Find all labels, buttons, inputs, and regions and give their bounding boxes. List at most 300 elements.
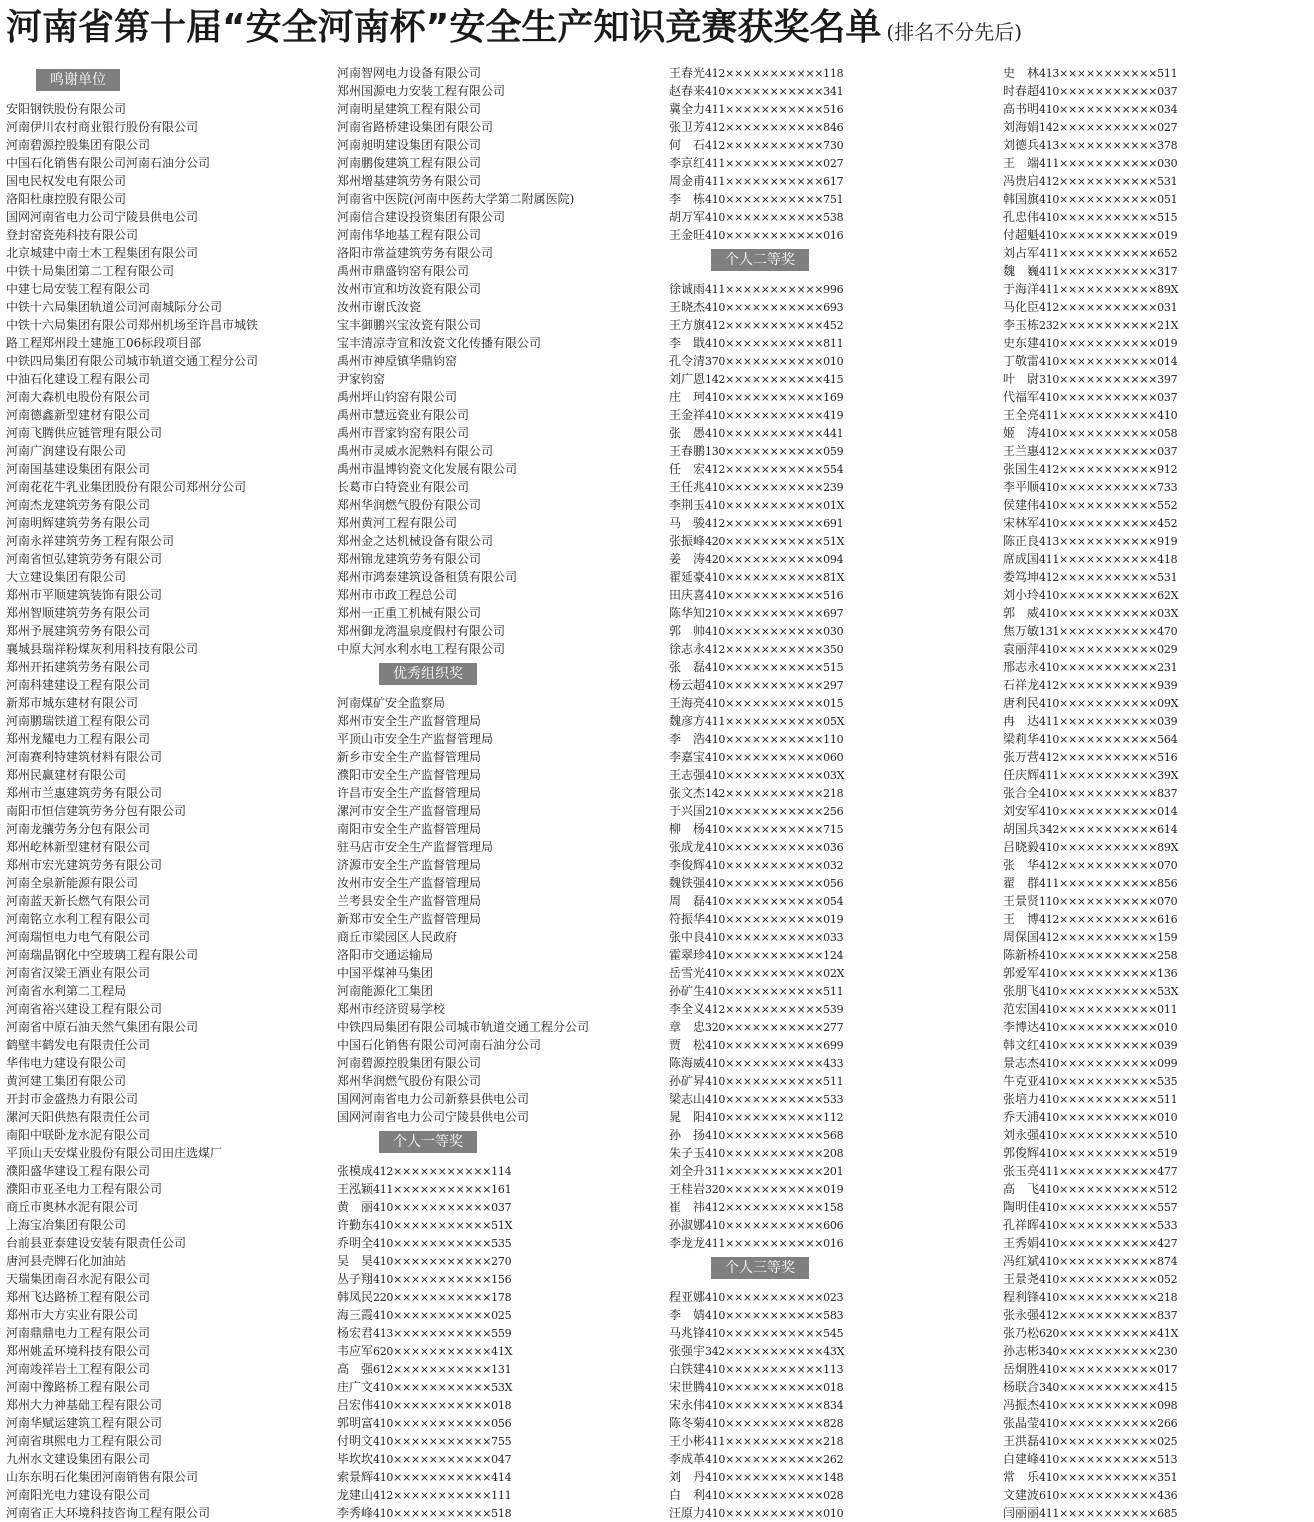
winner-item — [669, 604, 991, 622]
winner-name: 郭帅 — [669, 624, 705, 638]
winner-name: 章忠 — [669, 1020, 705, 1034]
winner-id-number: 410×××××××××××019 — [1039, 229, 1178, 242]
winner-name: 田庆喜 — [669, 588, 706, 602]
winner-item — [1003, 838, 1308, 856]
winner-name: 张成龙 — [669, 840, 706, 854]
winner-id-number: 210×××××××××××697 — [705, 607, 844, 620]
winner-id-number: 410×××××××××××047 — [373, 1453, 512, 1466]
winner-item — [669, 1180, 991, 1198]
winner-id-number: 410×××××××××××037 — [1039, 391, 1178, 404]
organization-item: 濮阳市安全生产监督管理局 — [337, 768, 482, 782]
winner-id-number: 412×××××××××××158 — [705, 1201, 844, 1214]
winner-name: 唐利民 — [1003, 696, 1040, 710]
winner-item — [1003, 676, 1308, 694]
winner-name: 岳雪光 — [669, 966, 706, 980]
organization-item: 河南碧源控股集团有限公司 — [337, 1056, 482, 1070]
winner-item — [1003, 1486, 1308, 1504]
winner-id-number: 411×××××××××××027 — [705, 157, 844, 170]
organization-item: 郑州大力神基础工程有限公司 — [6, 1398, 163, 1412]
winner-name: 张中良 — [669, 930, 706, 944]
winner-item — [669, 1234, 991, 1252]
winner-id-number: 410×××××××××××098 — [1039, 1399, 1178, 1412]
winner-id-number: 412×××××××××××111 — [373, 1489, 512, 1502]
winner-item — [1003, 622, 1308, 640]
organization-item: 河南铭立水利工程有限公司 — [6, 912, 151, 926]
winner-name: 梁莉华 — [1003, 732, 1040, 746]
winner-name: 陈新桥 — [1003, 948, 1040, 962]
organization-item: 尹家钧窑 — [337, 372, 386, 386]
winner-item — [1003, 1504, 1308, 1522]
winner-item — [1003, 1090, 1308, 1108]
winner-name: 李玉栋 — [1003, 318, 1040, 332]
winner-item — [669, 1504, 991, 1522]
organization-item: 唐河县壳牌石化加油站 — [6, 1254, 127, 1268]
winner-item — [669, 532, 991, 550]
organization-item: 兰考县安全生产监督管理局 — [337, 894, 482, 908]
winner-item — [337, 1180, 659, 1198]
winner-name: 郭俊辉 — [1003, 1146, 1040, 1160]
winner-item — [1003, 1270, 1308, 1288]
winner-item — [1003, 1216, 1308, 1234]
winner-item — [1003, 748, 1308, 766]
section-header-row — [6, 64, 324, 100]
winner-id-number: 340×××××××××××230 — [1039, 1345, 1178, 1358]
winner-item — [669, 118, 991, 136]
organization-item: 禹州市灵威水泥熟料有限公司 — [337, 444, 494, 458]
winner-id-number: 410×××××××××××019 — [705, 913, 844, 926]
winner-id-number: 412×××××××××××118 — [705, 67, 844, 80]
winner-id-number: 410×××××××××××136 — [1039, 967, 1178, 980]
winner-item — [337, 1252, 659, 1270]
winner-id-number: 410×××××××××××341 — [705, 85, 844, 98]
winner-name: 白利 — [669, 1488, 705, 1502]
organization-item: 洛阳市交通运输局 — [337, 948, 434, 962]
winner-id-number: 410×××××××××××112 — [705, 1111, 844, 1124]
winner-item — [669, 64, 991, 82]
winner-name: 石祥龙 — [1003, 678, 1040, 692]
winner-name: 张文杰 — [669, 786, 706, 800]
winner-item — [337, 1198, 659, 1216]
winner-id-number: 410×××××××××××699 — [705, 1039, 844, 1052]
organization-item: 郑州市宏光建筑劳务有限公司 — [6, 858, 163, 872]
winner-item — [1003, 1198, 1308, 1216]
winner-name: 王博 — [1003, 912, 1039, 926]
winner-name: 何石 — [669, 138, 705, 152]
winner-name: 柳杨 — [669, 822, 705, 836]
winner-item — [337, 1324, 659, 1342]
organization-item: 河南杰龙建筑劳务有限公司 — [6, 498, 151, 512]
winner-name: 霍翠珍 — [669, 948, 706, 962]
winner-item — [1003, 550, 1308, 568]
winner-name: 任宏 — [669, 462, 705, 476]
winner-item — [1003, 784, 1308, 802]
winner-id-number: 410×××××××××××266 — [1039, 1417, 1178, 1430]
winner-name: 白铁建 — [669, 1362, 706, 1376]
winner-name: 文建波 — [1003, 1488, 1040, 1502]
winner-item — [669, 568, 991, 586]
winner-id-number: 410×××××××××××011 — [1039, 1003, 1178, 1016]
winner-item — [1003, 334, 1308, 352]
organization-item: 河南省路桥建设集团有限公司 — [337, 120, 494, 134]
winner-item — [669, 460, 991, 478]
winner-item — [669, 82, 991, 100]
winner-id-number: 410×××××××××××258 — [1039, 949, 1178, 962]
winner-id-number: 410×××××××××××056 — [705, 877, 844, 890]
winner-id-number: 220×××××××××××178 — [373, 1291, 512, 1304]
winner-name: 吴昊 — [337, 1254, 373, 1268]
winner-id-number: 412×××××××××××531 — [1039, 175, 1178, 188]
organization-item: 国电民权发电有限公司 — [6, 174, 127, 188]
winner-name: 王兰惠 — [1003, 444, 1040, 458]
winner-id-number: 232×××××××××××21X — [1039, 319, 1179, 332]
winner-item — [669, 406, 991, 424]
winner-item — [669, 1414, 991, 1432]
winner-name: 贾松 — [669, 1038, 705, 1052]
winner-name: 代福军 — [1003, 390, 1040, 404]
winner-id-number: 412×××××××××××691 — [705, 517, 844, 530]
winner-item — [337, 1486, 659, 1504]
winner-item — [669, 1378, 991, 1396]
section-header-row — [337, 658, 659, 694]
winner-item — [1003, 460, 1308, 478]
winner-item — [669, 712, 991, 730]
winner-id-number: 411×××××××××××516 — [705, 103, 844, 116]
winner-item — [1003, 442, 1308, 460]
winner-id-number: 620×××××××××××41X — [373, 1345, 513, 1358]
organization-item: 河南省汉梁王酒业有限公司 — [6, 966, 151, 980]
organization-item: 中国石化销售有限公司河南石油分公司 — [6, 156, 211, 170]
column-2 — [337, 64, 659, 1522]
section-header-row — [669, 244, 991, 280]
winner-name: 毕坎坎 — [337, 1452, 374, 1466]
organization-item: 中铁十局集团第二工程有限公司 — [6, 264, 175, 278]
winner-name: 李嘉宝 — [669, 750, 706, 764]
winner-name: 丛子翔 — [337, 1272, 374, 1286]
winner-id-number: 410×××××××××××262 — [705, 1453, 844, 1466]
winner-name: 李龙龙 — [669, 1236, 706, 1250]
organization-item: 河南伟华地基工程有限公司 — [337, 228, 482, 242]
organization-item: 郑州一正重工机械有限公司 — [337, 606, 482, 620]
winner-item — [1003, 1252, 1308, 1270]
winner-name: 张晶莹 — [1003, 1416, 1040, 1430]
winner-id-number: 411×××××××××××996 — [705, 283, 844, 296]
winner-name: 张振峰 — [669, 534, 706, 548]
winner-name: 闫丽丽 — [1003, 1506, 1040, 1520]
winner-name: 李浩 — [669, 732, 705, 746]
organization-item: 商丘市奥林水泥有限公司 — [6, 1200, 139, 1214]
winner-id-number: 410×××××××××××511 — [705, 985, 844, 998]
winner-id-number: 410×××××××××××351 — [1039, 1471, 1178, 1484]
winner-name: 胡万军 — [669, 210, 706, 224]
organization-item: 濮阳盛华建设工程有限公司 — [6, 1164, 151, 1178]
organization-item: 河南花花牛乳业集团股份有限公司郑州分公司 — [6, 480, 247, 494]
winner-id-number: 410×××××××××××533 — [705, 1093, 844, 1106]
winner-name: 韩国旗 — [1003, 192, 1040, 206]
organization-item: 南阳市恒信建筑劳务分包有限公司 — [6, 804, 187, 818]
winner-name: 李京红 — [669, 156, 706, 170]
winner-item — [669, 640, 991, 658]
organization-item: 汝州市安全生产监督管理局 — [337, 876, 482, 890]
organization-item: 济源市安全生产监督管理局 — [337, 858, 482, 872]
winner-id-number: 410×××××××××××019 — [1039, 337, 1178, 350]
winner-id-number: 411×××××××××××161 — [373, 1183, 512, 1196]
winner-name: 张华 — [1003, 858, 1039, 872]
winner-item — [1003, 280, 1308, 298]
winner-item — [669, 910, 991, 928]
winner-id-number: 410×××××××××××023 — [705, 1291, 844, 1304]
winner-name: 常乐 — [1003, 1470, 1039, 1484]
winner-name: 马化臣 — [1003, 300, 1040, 314]
winner-name: 王洪磊 — [1003, 1434, 1040, 1448]
winner-id-number: 410×××××××××××032 — [705, 859, 844, 872]
organization-item: 郑州金之达机械设备有限公司 — [337, 534, 494, 548]
winner-id-number: 320×××××××××××277 — [705, 1021, 844, 1034]
winner-id-number: 411×××××××××××016 — [705, 1237, 844, 1250]
page-title: 河南省第十届“安全河南杯”安全生产知识竞赛获奖名单 — [6, 7, 882, 48]
winner-id-number: 410×××××××××××512 — [1039, 1183, 1178, 1196]
winner-name: 张卫芳 — [669, 120, 706, 134]
winner-item — [1003, 1342, 1308, 1360]
organization-item: 郑州华润燃气股份有限公司 — [337, 498, 482, 512]
organization-item: 禹州市温博钧瓷文化发展有限公司 — [337, 462, 518, 476]
column-4 — [1003, 64, 1308, 1522]
organization-item: 河南国基建设集团有限公司 — [6, 462, 151, 476]
winner-item — [1003, 1468, 1308, 1486]
winner-name: 张朋飞 — [1003, 984, 1040, 998]
winner-item — [1003, 424, 1308, 442]
organization-item: 禹州市慧远瓷业有限公司 — [337, 408, 470, 422]
winner-name: 陶明佳 — [1003, 1200, 1040, 1214]
winner-item — [1003, 1036, 1308, 1054]
winner-item — [669, 424, 991, 442]
winner-name: 刘丹 — [669, 1470, 705, 1484]
winner-name: 白建峰 — [1003, 1452, 1040, 1466]
winner-id-number: 411×××××××××××030 — [1039, 157, 1178, 170]
winner-item — [669, 856, 991, 874]
winner-name: 孔令清 — [669, 354, 706, 368]
organization-item: 河南赛利特建筑材料有限公司 — [6, 750, 163, 764]
winner-name: 孙志彬 — [1003, 1344, 1040, 1358]
winner-item — [669, 334, 991, 352]
winner-id-number: 410×××××××××××414 — [373, 1471, 512, 1484]
page-title-block — [6, 4, 1310, 56]
organization-item: 郑州屹林新型建材有限公司 — [6, 840, 151, 854]
winner-name: 王海亮 — [669, 696, 706, 710]
winner-item — [1003, 802, 1308, 820]
winner-id-number: 410×××××××××××452 — [1039, 517, 1178, 530]
organization-item: 南阳中联卧龙水泥有限公司 — [6, 1128, 151, 1142]
organization-item: 郑州市大方实业有限公司 — [6, 1308, 139, 1322]
winner-item — [1003, 1234, 1308, 1252]
winner-item — [669, 838, 991, 856]
winner-item — [1003, 730, 1308, 748]
winner-item — [669, 1090, 991, 1108]
winner-item — [669, 1108, 991, 1126]
organization-item: 郑州增基建筑劳务有限公司 — [337, 174, 482, 188]
winner-id-number: 410×××××××××××029 — [1039, 643, 1178, 656]
winner-id-number: 420×××××××××××094 — [705, 553, 844, 566]
organization-item: 河南鹏俊建筑工程有限公司 — [337, 156, 482, 170]
winner-id-number: 410×××××××××××81X — [705, 571, 845, 584]
winner-item — [1003, 1162, 1308, 1180]
organization-item: 南阳市安全生产监督管理局 — [337, 822, 482, 836]
organization-item: 宝丰御鹏兴宝汝瓷有限公司 — [337, 318, 482, 332]
section-header: 个人二等奖 — [711, 249, 809, 271]
organization-item: 河南伊川农村商业银行股份有限公司 — [6, 120, 199, 134]
winner-name: 乔天浦 — [1003, 1110, 1040, 1124]
organization-item: 宝丰清凉寺宣和汝瓷文化传播有限公司 — [337, 336, 542, 350]
organization-item: 鹤壁丰鹤发电有限责任公司 — [6, 1038, 151, 1052]
organization-item: 禹州市鼎盛钧窑有限公司 — [337, 264, 470, 278]
winner-id-number: 410×××××××××××516 — [705, 589, 844, 602]
winner-item — [1003, 154, 1308, 172]
organization-item: 河南智网电力设备有限公司 — [337, 66, 482, 80]
winner-id-number: 410×××××××××××208 — [705, 1147, 844, 1160]
organization-item: 河南科建建设工程有限公司 — [6, 678, 151, 692]
column-3 — [669, 64, 991, 1522]
winner-id-number: 412×××××××××××554 — [705, 463, 844, 476]
winner-item — [1003, 946, 1308, 964]
winner-name: 吕宏伟 — [337, 1398, 374, 1412]
organization-item: 河南蓝天新长燃气有限公司 — [6, 894, 151, 908]
winner-id-number: 412×××××××××××350 — [705, 643, 844, 656]
winner-id-number: 410×××××××××××755 — [373, 1435, 512, 1448]
winner-name: 张磊 — [669, 660, 705, 674]
winner-item — [1003, 316, 1308, 334]
section-header-row — [337, 1126, 659, 1162]
winner-item — [1003, 874, 1308, 892]
winner-item — [669, 280, 991, 298]
winner-id-number: 412×××××××××××939 — [1039, 679, 1178, 692]
winner-id-number: 410×××××××××××014 — [1039, 355, 1178, 368]
winner-name: 吕晓毅 — [1003, 840, 1040, 854]
winner-item — [1003, 856, 1308, 874]
winner-id-number: 410×××××××××××02X — [705, 967, 845, 980]
winner-id-number: 310×××××××××××397 — [1039, 373, 1178, 386]
winner-id-number: 412×××××××××××837 — [1039, 1309, 1178, 1322]
winner-id-number: 410×××××××××××025 — [1039, 1435, 1178, 1448]
winner-id-number: 410×××××××××××606 — [705, 1219, 844, 1232]
winner-id-number: 411×××××××××××89X — [1039, 283, 1179, 296]
winner-item — [669, 928, 991, 946]
organization-item: 郑州华润燃气股份有限公司 — [337, 1074, 482, 1088]
winner-name: 刘广恩 — [669, 372, 706, 386]
winner-id-number: 410×××××××××××148 — [705, 1471, 844, 1484]
organization-item: 洛阳市常益建筑劳务有限公司 — [337, 246, 494, 260]
winner-name: 叶尉 — [1003, 372, 1039, 386]
winner-item — [669, 1342, 991, 1360]
winner-id-number: 410×××××××××××433 — [705, 1057, 844, 1070]
winner-id-number: 410×××××××××××156 — [373, 1273, 512, 1286]
winner-id-number: 411×××××××××××418 — [1039, 553, 1178, 566]
organization-item: 郑州开拓建筑劳务有限公司 — [6, 660, 151, 674]
winner-id-number: 410×××××××××××583 — [705, 1309, 844, 1322]
winner-id-number: 412×××××××××××531 — [1039, 571, 1178, 584]
winner-item — [1003, 370, 1308, 388]
winner-name: 魏彦方 — [669, 714, 706, 728]
winner-name: 周金甫 — [669, 174, 706, 188]
winner-item — [669, 730, 991, 748]
winner-item — [669, 1162, 991, 1180]
winner-id-number: 412×××××××××××730 — [705, 139, 844, 152]
organization-item: 中国石化销售有限公司河南石油分公司 — [337, 1038, 542, 1052]
winner-name: 李博达 — [1003, 1020, 1040, 1034]
winner-id-number: 131×××××××××××470 — [1039, 625, 1178, 638]
winner-item — [337, 1414, 659, 1432]
winner-item — [669, 748, 991, 766]
winner-id-number: 142×××××××××××027 — [1039, 121, 1178, 134]
winner-id-number: 311×××××××××××201 — [705, 1165, 844, 1178]
winner-id-number: 410×××××××××××419 — [705, 409, 844, 422]
winner-item — [1003, 406, 1308, 424]
winner-item — [669, 694, 991, 712]
winner-name: 郭爱军 — [1003, 966, 1040, 980]
winner-id-number: 420×××××××××××51X — [705, 535, 845, 548]
winner-name: 陈华知 — [669, 606, 706, 620]
winner-name: 王方旗 — [669, 318, 706, 332]
winner-id-number: 110×××××××××××070 — [1039, 895, 1178, 908]
winner-item — [669, 388, 991, 406]
section-header: 优秀组织奖 — [379, 663, 477, 685]
winner-id-number: 410×××××××××××89X — [1039, 841, 1179, 854]
winner-item — [669, 100, 991, 118]
winner-item — [337, 1378, 659, 1396]
winner-name: 翟群 — [1003, 876, 1039, 890]
winner-item — [1003, 1288, 1308, 1306]
organization-item: 河南省水利第二工程局 — [6, 984, 127, 998]
winner-id-number: 412×××××××××××037 — [1039, 445, 1178, 458]
winner-name: 高飞 — [1003, 1182, 1039, 1196]
winner-id-number: 610×××××××××××436 — [1039, 1489, 1178, 1502]
winner-item — [669, 784, 991, 802]
winner-item — [669, 1450, 991, 1468]
winner-id-number: 410×××××××××××124 — [705, 949, 844, 962]
organization-item: 商丘市梁园区人民政府 — [337, 930, 458, 944]
winner-name: 陈正良 — [1003, 534, 1040, 548]
section-header-row — [669, 1252, 991, 1288]
organization-item: 中铁十六局集团有限公司郑州机场至许昌市城铁 — [6, 318, 259, 332]
winner-id-number: 412×××××××××××912 — [1039, 463, 1178, 476]
winner-id-number: 410×××××××××××110 — [705, 733, 844, 746]
winner-id-number: 412×××××××××××070 — [1039, 859, 1178, 872]
organization-item: 长葛市白特瓷业有限公司 — [337, 480, 470, 494]
winner-name: 牛克亚 — [1003, 1074, 1040, 1088]
winner-name: 徐志永 — [669, 642, 706, 656]
organization-item: 郑州市平顺建筑装饰有限公司 — [6, 588, 163, 602]
winner-name: 陈海威 — [669, 1056, 706, 1070]
winner-item — [337, 1216, 659, 1234]
winner-item — [1003, 388, 1308, 406]
winner-id-number: 410×××××××××××568 — [705, 1129, 844, 1142]
winner-id-number: 612×××××××××××131 — [373, 1363, 512, 1376]
organization-item: 河南省裕兴建设工程有限公司 — [6, 1002, 163, 1016]
winner-name: 袁丽萍 — [1003, 642, 1040, 656]
winner-item — [669, 154, 991, 172]
winner-id-number: 410×××××××××××018 — [373, 1399, 512, 1412]
winner-item — [337, 1504, 659, 1522]
winner-name: 张模成 — [337, 1164, 374, 1178]
winner-id-number: 410×××××××××××218 — [1039, 1291, 1178, 1304]
winner-name: 史林 — [1003, 66, 1039, 80]
section-header: 鸣谢单位 — [36, 69, 120, 91]
winner-id-number: 413×××××××××××378 — [1039, 139, 1178, 152]
winner-item — [669, 982, 991, 1000]
organization-item: 河南省恒弘建筑劳务有限公司 — [6, 552, 163, 566]
winner-item — [337, 1162, 659, 1180]
winner-item — [337, 1288, 659, 1306]
organization-item: 开封市金盛热力有限公司 — [6, 1092, 139, 1106]
winner-name: 魏铁强 — [669, 876, 706, 890]
